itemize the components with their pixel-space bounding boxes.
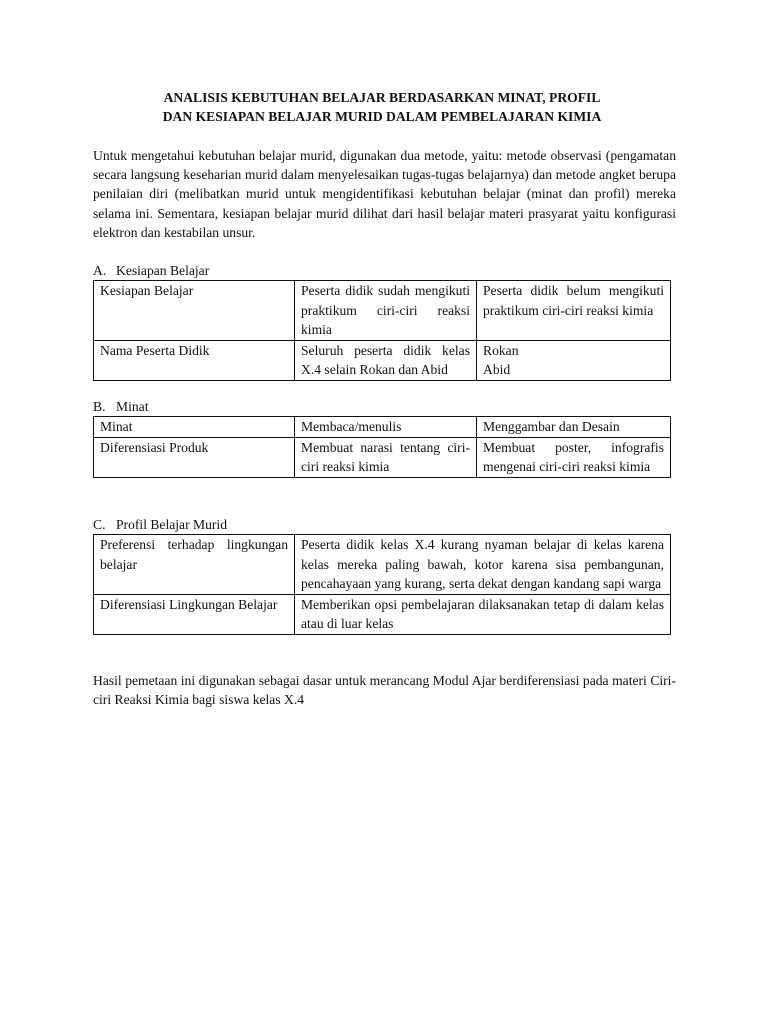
table-row xyxy=(94,340,671,380)
table-cell: Minat xyxy=(94,417,295,438)
table-cell: Preferensi terhadap lingkungan belajar xyxy=(94,535,295,595)
table-cell: Peserta didik sudah mengikuti praktikum ciri-ciri reaksi kimia xyxy=(295,281,477,341)
student-name-rokan: Rokan xyxy=(483,342,519,358)
intro-paragraph: Untuk mengetahui kebutuhan belajar murid, digunakan dua metode, yaitu: metode observasi (pengamatan secara langsung keseharian murid dalam menyelesaikan tugas-tugas belajarnya) dan metode angket berupa penilaian diri (melibatkan murid untuk mengidentifikasi kebutuhan belajar (minat dan profil) mereka selama ini. Sementara, kesiapan belajar murid dilihat dari hasil belajar materi prasyarat yaitu konfigurasi elektron dan kestabilan unsur. xyxy=(93,148,676,240)
table-row xyxy=(94,535,671,595)
table-cell: Membuat narasi tentang ciri-ciri reaksi kimia xyxy=(295,437,477,477)
kesiapan-table xyxy=(93,280,671,381)
minat-table xyxy=(93,416,671,478)
table-cell xyxy=(477,340,671,380)
table-cell: Peserta didik belum mengikuti praktikum ciri-ciri reaksi kimia xyxy=(477,281,671,341)
table-cell: Seluruh peserta didik kelas X.4 selain Rokan dan Abid xyxy=(295,340,477,380)
table-cell: Diferensiasi Lingkungan Belajar xyxy=(94,594,295,634)
section-a-letter: A. xyxy=(93,263,107,278)
profil-table xyxy=(93,534,671,635)
table-cell: Nama Peserta Didik xyxy=(94,340,295,380)
table-cell: Membaca/menulis xyxy=(295,417,477,438)
document-title xyxy=(93,88,671,126)
table-cell: Diferensiasi Produk xyxy=(94,437,295,477)
table-row xyxy=(94,594,671,634)
section-a-heading xyxy=(93,261,209,280)
section-b-letter: B. xyxy=(93,399,106,414)
title-line-1: ANALISIS KEBUTUHAN BELAJAR BERDASARKAN MINAT, PROFIL xyxy=(163,90,601,105)
section-a-title: Kesiapan Belajar xyxy=(116,263,210,278)
student-name-abid: Abid xyxy=(483,362,511,377)
section-c-title: Profil Belajar Murid xyxy=(116,517,227,532)
section-c-heading xyxy=(93,515,227,534)
section-c-letter: C. xyxy=(93,517,106,532)
table-row xyxy=(94,281,671,341)
section-b-title: Minat xyxy=(116,399,149,414)
table-cell: Membuat poster, infografis mengenai ciri-ciri reaksi kimia xyxy=(477,437,671,477)
table-cell: Peserta didik kelas X.4 kurang nyaman belajar di kelas karena kelas mereka paling bawah, kotor karena sisa pembangunan, pencahayaan yang kurang, serta dekat dengan kandang sapi warga xyxy=(295,535,671,595)
table-row xyxy=(94,417,671,438)
section-b-heading xyxy=(93,397,148,416)
table-cell: Kesiapan Belajar xyxy=(94,281,295,341)
title-line-2: DAN KESIAPAN BELAJAR MURID DALAM PEMBELAJARAN KIMIA xyxy=(162,109,602,124)
table-row xyxy=(94,437,671,477)
table-cell: Menggambar dan Desain xyxy=(477,417,671,438)
table-cell: Memberikan opsi pembelajaran dilaksanakan tetap di dalam kelas atau di luar kelas xyxy=(295,594,671,634)
closing-paragraph: Hasil pemetaan ini digunakan sebagai dasar untuk merancang Modul Ajar berdiferensiasi pada materi Ciri-ciri Reaksi Kimia bagi siswa kelas X.4 xyxy=(93,673,676,708)
